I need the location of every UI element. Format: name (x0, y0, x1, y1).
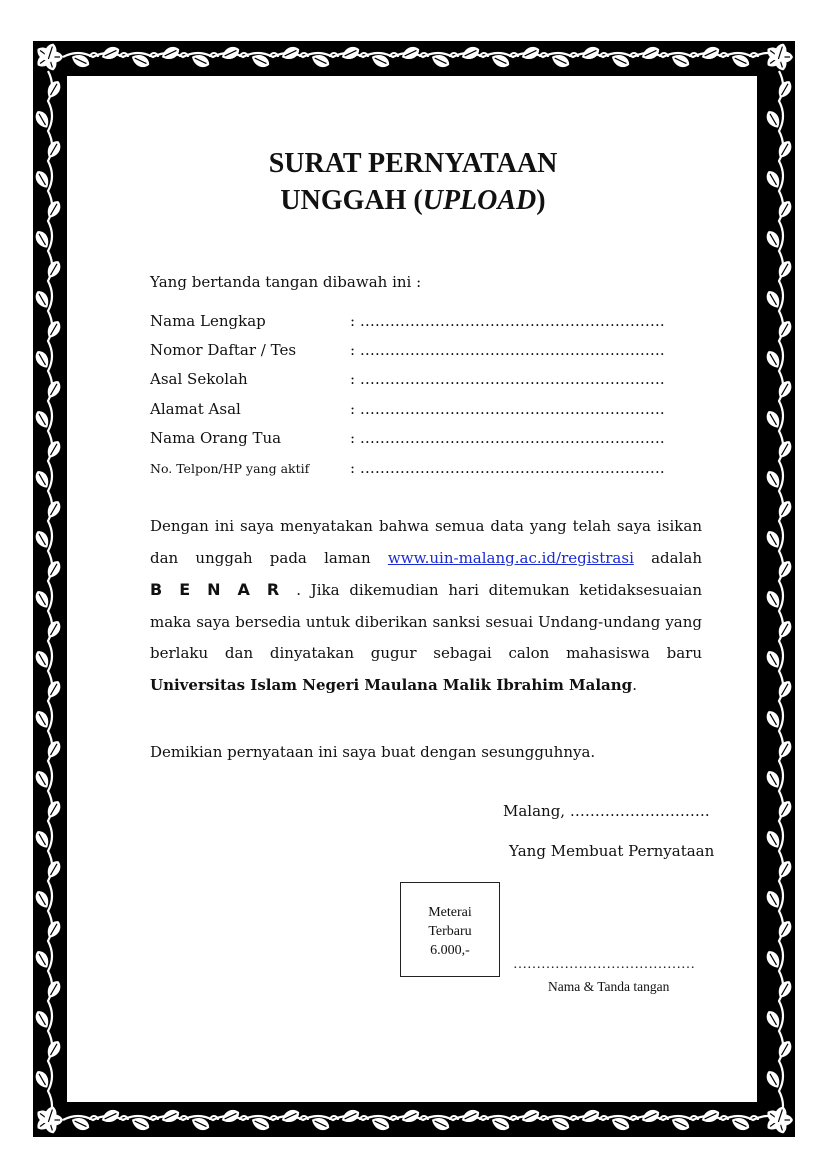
title-line-2: UNGGAH (UPLOAD) (280, 185, 546, 216)
field-label: Nomor Daftar / Tes (150, 341, 297, 359)
field-blank: : ……………………………………………………. (350, 370, 665, 388)
field-blank: : ……………………………………………………. (350, 312, 665, 330)
field-nama-orang-tua (150, 429, 690, 453)
field-blank: : ……………………………………………………. (350, 429, 665, 447)
stamp-box (400, 882, 500, 977)
field-label: Alamat Asal (150, 400, 241, 418)
stamp-line: Meterai (428, 905, 472, 920)
upload-word: UPLOAD (422, 185, 537, 216)
field-blank: : ……………………………………………………. (350, 459, 665, 477)
field-asal-sekolah (150, 370, 690, 394)
field-blank: : ……………………………………………………. (350, 341, 665, 359)
field-label: Nama Orang Tua (150, 429, 282, 447)
field-label: Nama Lengkap (150, 312, 266, 330)
field-alamat-asal (150, 400, 690, 424)
field-label: Asal Sekolah (150, 370, 248, 388)
university-name: Universitas Islam Negeri Maulana Malik Ibrahim Malang (150, 675, 633, 694)
field-telpon (150, 459, 690, 483)
field-nomor-daftar (150, 341, 690, 365)
benar-emphasis: BENAR (150, 580, 297, 599)
maker-label: Yang Membuat Pernyataan (509, 842, 715, 860)
field-label: No. Telpon/HP yang aktif (150, 461, 310, 476)
place-date: Malang, ………………………. (503, 802, 710, 820)
signature-caption: Nama & Tanda tangan (548, 979, 670, 994)
field-nama-lengkap (150, 312, 690, 336)
signature-line: ………………………………… (513, 957, 695, 972)
title-line-1: SURAT PERNYATAAN (268, 148, 558, 179)
closing-text: Demikian pernyataan ini saya buat dengan sesungguhnya. (150, 743, 596, 761)
registration-link[interactable]: www.uin-malang.ac.id/registrasi (387, 548, 634, 567)
statement-paragraph: Dengan ini saya menyatakan bahwa semua data yang telah saya isikan dan unggah pada laman www.uin-malang.ac.id/registrasi adalah BENAR. Jika dikemudian hari ditemukan ketidaksesuaian maka saya bersedia untuk diberikan sanksi sesuai Undang-undang yang berlaku dan dinyatakan gugur sebagai calon mahasiswa baru Universitas Islam Negeri Maulana Malik Ibrahim Malang. (150, 517, 702, 694)
intro-text: Yang bertanda tangan dibawah ini : (150, 273, 422, 291)
stamp-line: 6.000,- (430, 943, 470, 958)
stamp-line: Terbaru (428, 924, 472, 939)
field-blank: : ……………………………………………………. (350, 400, 665, 418)
